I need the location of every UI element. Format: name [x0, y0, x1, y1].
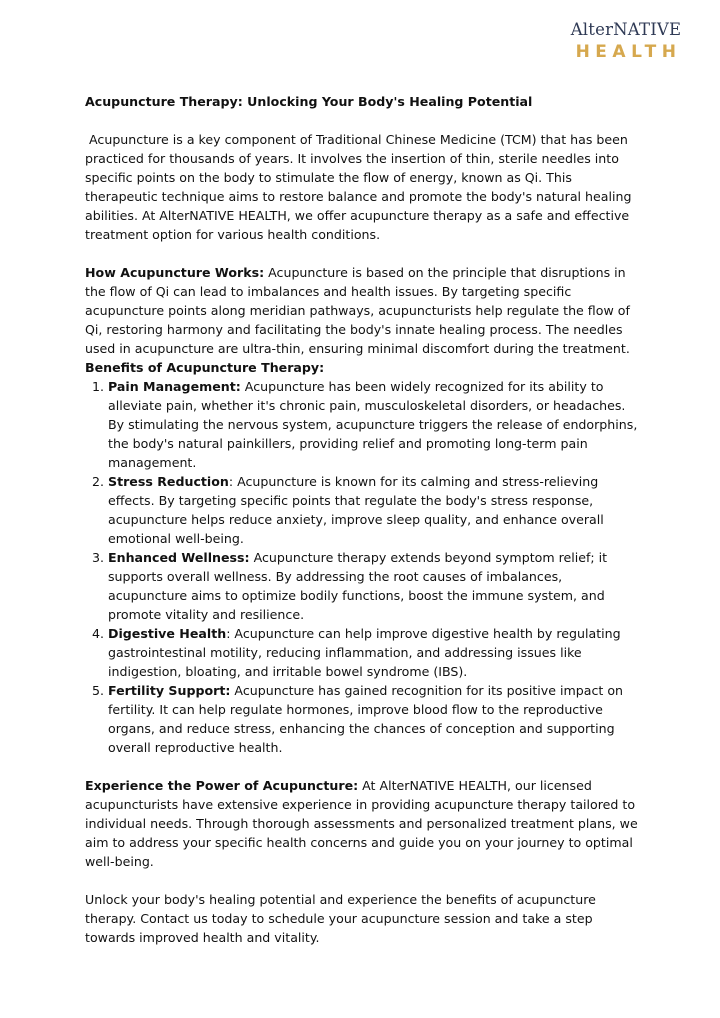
list-item — [85, 548, 641, 624]
list-item-number: 1. — [92, 379, 105, 394]
how-works-text: Acupuncture is based on the principle that disruptions in the flow of Qi can lead to imbalances and health issues. By targeting specific acupuncture points along meridian pathways, acupuncturists help regulate the flow of Qi, restoring harmony and facilitating the body's innate healing process. The needles used in acupuncture are ultra-thin, ensuring minimal discomfort during the treatment. — [85, 265, 630, 356]
article-title: Acupuncture Therapy: Unlocking Your Body's Healing Potential — [85, 94, 533, 109]
list-item-text: Acupuncture has gained recognition for its positive impact on fertility. It can help regulate hormones, improve blood flow to the reproductive organs, and reduce stress, enhancing the chances of conception and supporting overall reproductive health. — [108, 683, 624, 755]
logo-wordmark-top: AlterNATIVE — [570, 20, 682, 39]
list-item-number: 3. — [92, 550, 105, 565]
list-item-heading: Fertility Support: — [108, 683, 231, 698]
list-item-heading: Pain Management: — [108, 379, 241, 394]
how-works-heading: How Acupuncture Works: — [85, 265, 265, 280]
article-body — [85, 92, 641, 947]
list-item-heading: Digestive Health — [108, 626, 227, 641]
list-item-text: Acupuncture has been widely recognized for its ability to alleviate pain, whether it's chronic pain, musculoskeletal disorders, or headaches. By stimulating the nervous system, acupuncture triggers the release of endorphins, the body's natural painkillers, providing relief and promoting long-term pain management. — [108, 379, 638, 470]
list-item-text: : Acupuncture is known for its calming and stress-relieving effects. By targeting specific points that regulate the body's stress response, acupuncture helps reduce anxiety, improve sleep quality, and enhance overall emotional well-being. — [108, 474, 604, 546]
list-item — [85, 472, 641, 548]
closing-paragraph: Unlock your body's healing potential and experience the benefits of acupuncture therapy. Contact us today to schedule your acupuncture session and take a step towards improved health and vitality. — [85, 892, 596, 945]
list-item — [85, 681, 641, 757]
list-item-heading: Enhanced Wellness: — [108, 550, 250, 565]
list-item-number: 5. — [92, 683, 105, 698]
experience-heading: Experience the Power of Acupuncture: — [85, 778, 359, 793]
list-item — [85, 377, 641, 472]
logo-wordmark-bottom: HEALTH — [575, 42, 682, 62]
benefits-list — [85, 377, 641, 757]
intro-paragraph: Acupuncture is a key component of Traditional Chinese Medicine (TCM) that has been practiced for thousands of years. It involves the insertion of thin, sterile needles into specific points on the body to stimulate the flow of energy, known as Qi. This therapeutic technique aims to restore balance and promote the body's natural healing abilities. At AlterNATIVE HEALTH, we offer acupuncture therapy as a safe and effective treatment option for various health conditions. — [85, 132, 636, 242]
how-works-paragraph — [85, 263, 641, 358]
benefits-heading — [85, 358, 641, 377]
benefits-heading-text: Benefits of Acupuncture Therapy: — [85, 360, 325, 375]
experience-paragraph — [85, 776, 641, 871]
list-item-number: 2. — [92, 474, 105, 489]
experience-text: At AlterNATIVE HEALTH, our licensed acupuncturists have extensive experience in providing acupuncture therapy tailored to individual needs. Through thorough assessments and personalized treatment plans, we aim to address your specific health concerns and guide you on your journey to optimal well-being. — [85, 778, 638, 869]
list-item-heading: Stress Reduction — [108, 474, 229, 489]
list-item-text: Acupuncture therapy extends beyond symptom relief; it supports overall wellness. By addressing the root causes of imbalances, acupuncture aims to optimize bodily functions, boost the immune system, and promote vitality and resilience. — [108, 550, 608, 622]
list-item — [85, 624, 641, 681]
brand-logo — [570, 20, 682, 62]
list-item-number: 4. — [92, 626, 105, 641]
list-item-text: : Acupuncture can help improve digestive health by regulating gastrointestinal motility, reducing inflammation, and addressing issues like indigestion, bloating, and irritable bowel syndrome (IBS). — [108, 626, 621, 679]
